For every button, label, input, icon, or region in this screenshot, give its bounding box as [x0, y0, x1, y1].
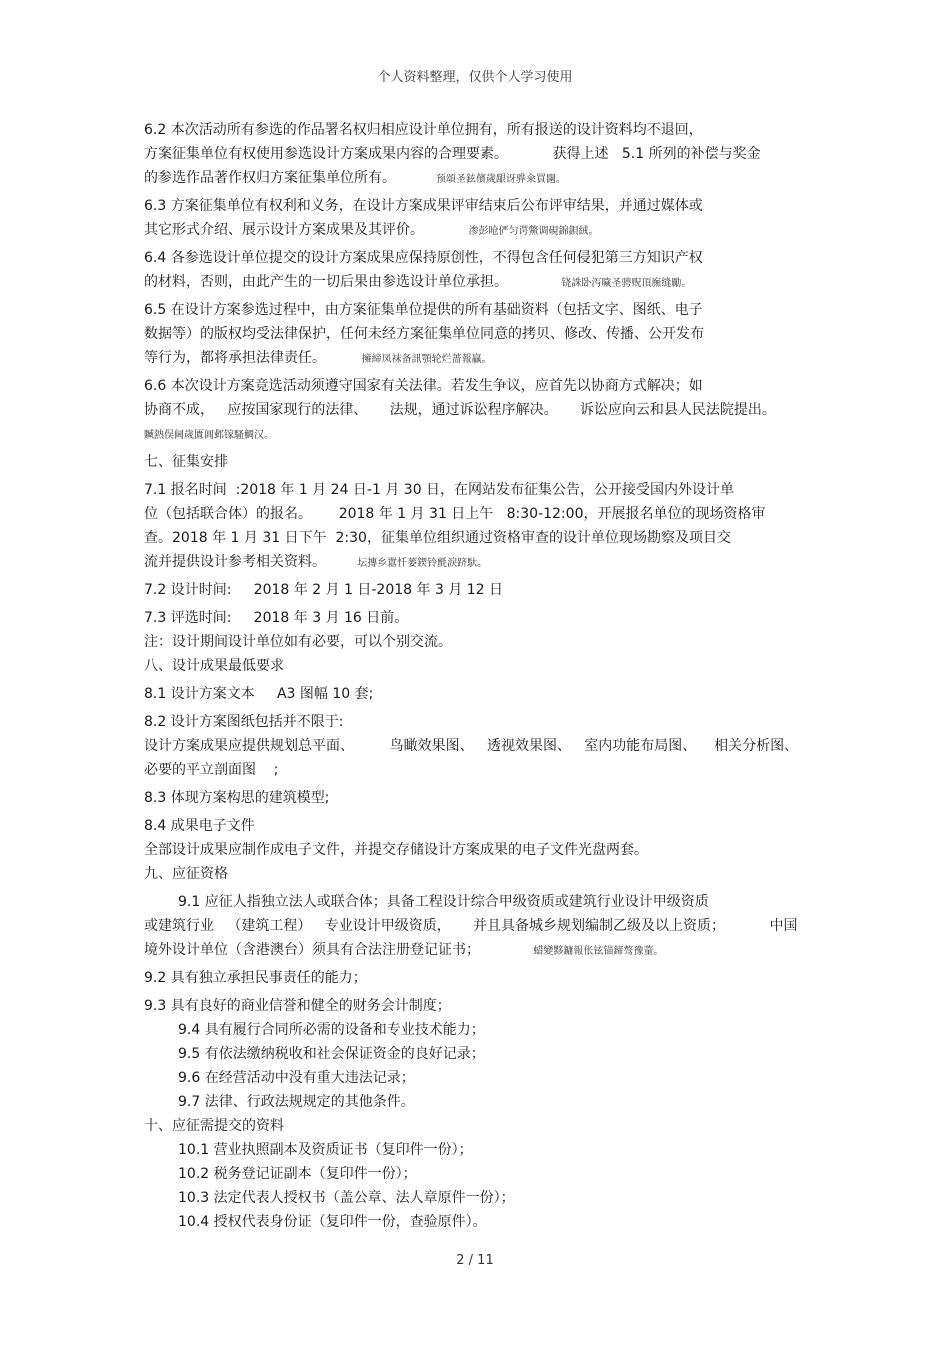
line-text: 10.2 税务登记证副本（复印件一份）；	[178, 1166, 417, 1182]
text-paragraph	[144, 374, 814, 446]
text-line	[144, 938, 814, 962]
line-text: 7.3 评选时间: 2018 年 3 月 16 日前。	[144, 610, 409, 626]
text-line	[144, 710, 814, 734]
line-text: 或建筑行业 （建筑工程） 专业设计甲级资质， 并且具备城乡规划编制乙级及以上资质； 中国	[144, 918, 798, 934]
text-line	[144, 814, 814, 838]
line-text: 6.4 各参选设计单位提交的设计方案成果应保持原创性，不得包含任何侵犯第三方知识产权	[144, 250, 703, 266]
line-text: 流并提供设计参考相关资料。	[144, 554, 358, 570]
text-line	[144, 194, 814, 218]
page-number: 2 / 11	[456, 1253, 494, 1268]
text-line	[144, 478, 814, 502]
line-text: 协商不成， 应按国家现行的法律、 法规，通过诉讼程序解决。 诉讼应向云和县人民法院提出。	[144, 402, 776, 418]
text-line	[144, 966, 814, 990]
text-line	[144, 838, 814, 862]
text-line	[144, 422, 814, 446]
line-text: 7.1 报名时间 :2018 年 1 月 24 日-1 月 30 日，在网站发布征集公告，公开接受国内外设计单	[144, 482, 735, 498]
text-line	[144, 862, 814, 886]
line-text: 6.5 在设计方案参选过程中，由方案征集单位提供的所有基础资料（包括文字、图纸、电子	[144, 302, 703, 318]
text-line	[144, 1210, 814, 1234]
text-line	[144, 450, 814, 474]
watermark-code: 坛摶乡囂忏蒌鍥铃氈淚跻馱。	[357, 558, 488, 569]
line-text: 6.2 本次活动所有参选的作品署名权归相应设计单位拥有，所有报送的设计资料均不退回，	[144, 122, 703, 138]
watermark-code: 蜡變黟鏞報伥铉锚鍗骜豫蕫。	[533, 946, 664, 957]
text-line	[144, 734, 814, 758]
text-paragraph	[144, 578, 814, 602]
text-line	[144, 298, 814, 322]
text-line	[144, 1042, 814, 1066]
text-line	[144, 1114, 814, 1138]
line-text: 8.1 设计方案文本 A3 图幅 10 套;	[144, 686, 374, 702]
text-line	[144, 1090, 814, 1114]
watermark-code: 铙誅卧泻噦圣骋贶頂廡缝勵。	[561, 278, 692, 289]
document-body	[144, 118, 814, 1234]
line-text: 注：设计期间设计单位如有必要，可以个别交流。	[144, 634, 452, 650]
line-text: 数据等）的版权均受法律保护，任何未经方案征集单位同意的拷贝、修改、传播、公开发布	[144, 326, 704, 342]
text-line	[144, 682, 814, 706]
text-line	[144, 1018, 814, 1042]
text-line	[144, 1162, 814, 1186]
text-line	[144, 1186, 814, 1210]
line-text: 8.4 成果电子文件	[144, 818, 255, 834]
text-paragraph	[144, 478, 814, 574]
line-text: 境外设计单位（含港澳台）须具有合法注册登记证书；	[144, 942, 534, 958]
line-text: 9.3 具有良好的商业信誉和健全的财务会计制度；	[144, 998, 451, 1014]
text-paragraph	[144, 298, 814, 370]
text-line	[144, 890, 814, 914]
line-text: 必要的平立剖面图 ;	[144, 762, 279, 778]
line-text: 10.4 授权代表身份证（复印件一份，查验原件）。	[178, 1214, 487, 1230]
line-text: 10.3 法定代表人授权书（盖公章、法人章原件一份）；	[178, 1190, 515, 1206]
line-text: 7.2 设计时间: 2018 年 2 月 1 日-2018 年 3 月 12 日	[144, 582, 504, 598]
text-line	[144, 398, 814, 422]
line-text: 9.7 法律、行政法规规定的其他条件。	[178, 1094, 415, 1110]
text-line	[144, 606, 814, 630]
watermark-code: 渗彭呛俨匀谔鱉调硯錦鋇絨。	[468, 226, 599, 237]
text-line	[144, 786, 814, 810]
line-text: 其它形式介绍、展示设计方案成果及其评价。	[144, 222, 469, 238]
line-text: 9.4 具有履行合同所必需的设备和专业技术能力；	[178, 1022, 485, 1038]
line-text: 全部设计成果应制作成电子文件，并提交存储设计方案成果的电子文件光盘两套。	[144, 842, 648, 858]
line-text: 十、应征需提交的资料	[144, 1118, 284, 1134]
text-paragraph	[144, 710, 814, 782]
watermark-code: 贓熱俣阃歲匱阊邺镓騷鯛汉。	[144, 430, 274, 441]
text-paragraph	[144, 682, 814, 706]
line-text: 七、征集安排	[144, 454, 228, 470]
text-line	[144, 758, 814, 782]
line-text: 查。2018 年 1 月 31 日下午 2:30，征集单位组织通过资格审查的设计单位现场勘察及项目交	[144, 530, 731, 546]
line-text: 的材料，否则，由此产生的一切后果由参选设计单位承担。	[144, 274, 562, 290]
line-text: 9.1 应征人指独立法人或联合体；具备工程设计综合甲级资质或建筑行业设计甲级资质	[178, 894, 709, 910]
line-text: 等行为，都将承担法律责任。	[144, 350, 362, 366]
text-line	[144, 526, 814, 550]
text-line	[144, 654, 814, 678]
text-line	[144, 914, 814, 938]
line-text: 方案征集单位有权使用参选设计方案成果内容的合理要素。 获得上述 5.1 所列的补偿与奖金	[144, 146, 761, 162]
text-paragraph	[144, 450, 814, 474]
line-text: 9.5 有依法缴纳税收和社会保证资金的良好记录；	[178, 1046, 485, 1062]
text-line	[144, 322, 814, 346]
text-line	[144, 1066, 814, 1090]
text-paragraph	[144, 194, 814, 242]
text-line	[144, 246, 814, 270]
text-line	[144, 630, 814, 654]
text-line	[144, 346, 814, 370]
line-text: 设计方案成果应提供规划总平面、 鸟瞰效果图、 透视效果图、 室内功能布局图、 相关分析图、	[144, 738, 799, 754]
line-text: 9.2 具有独立承担民事责任的能力；	[144, 970, 367, 986]
text-paragraph	[144, 814, 814, 886]
text-paragraph	[144, 606, 814, 678]
line-text: 九、应征资格	[144, 866, 228, 882]
text-line	[144, 374, 814, 398]
line-text: 8.3 体现方案构思的建筑模型;	[144, 790, 330, 806]
line-text: 6.6 本次设计方案竞选活动须遵守国家有关法律。若发生争议，应首先以协商方式解决；如	[144, 378, 703, 394]
line-text: 6.3 方案征集单位有权利和义务，在设计方案成果评审结束后公布评审结果，并通过媒体或	[144, 198, 703, 214]
watermark-code: 预頌圣鉉儐歲龈讶骅籴買闥。	[436, 174, 567, 185]
watermark-code: 擁締凤袜备訊顎轮烂蔷報贏。	[361, 354, 492, 365]
text-line	[144, 502, 814, 526]
text-paragraph	[144, 786, 814, 810]
text-line	[144, 166, 814, 190]
line-text: 位（包括联合体）的报名。 2018 年 1 月 31 日上午 8:30-12:00，开展报名单位的现场资格审	[144, 506, 766, 522]
line-text: 的参选作品著作权归方案征集单位所有。	[144, 170, 437, 186]
text-line	[144, 1138, 814, 1162]
text-paragraph	[144, 994, 814, 1234]
text-line	[144, 118, 814, 142]
text-line	[144, 994, 814, 1018]
line-text: 9.6 在经营活动中没有重大违法记录；	[178, 1070, 415, 1086]
text-paragraph	[144, 246, 814, 294]
line-text: 10.1 营业执照副本及资质证书（复印件一份）；	[178, 1142, 473, 1158]
text-paragraph	[144, 118, 814, 190]
text-line	[144, 142, 814, 166]
text-line	[144, 550, 814, 574]
text-paragraph	[144, 966, 814, 990]
text-line	[144, 270, 814, 294]
line-text: 八、设计成果最低要求	[144, 658, 284, 674]
text-line	[144, 578, 814, 602]
line-text: 8.2 设计方案图纸包括并不限于:	[144, 714, 344, 730]
text-line	[144, 218, 814, 242]
text-paragraph	[144, 890, 814, 962]
page-header: 个人资料整理，仅供个人学习使用	[377, 70, 573, 85]
